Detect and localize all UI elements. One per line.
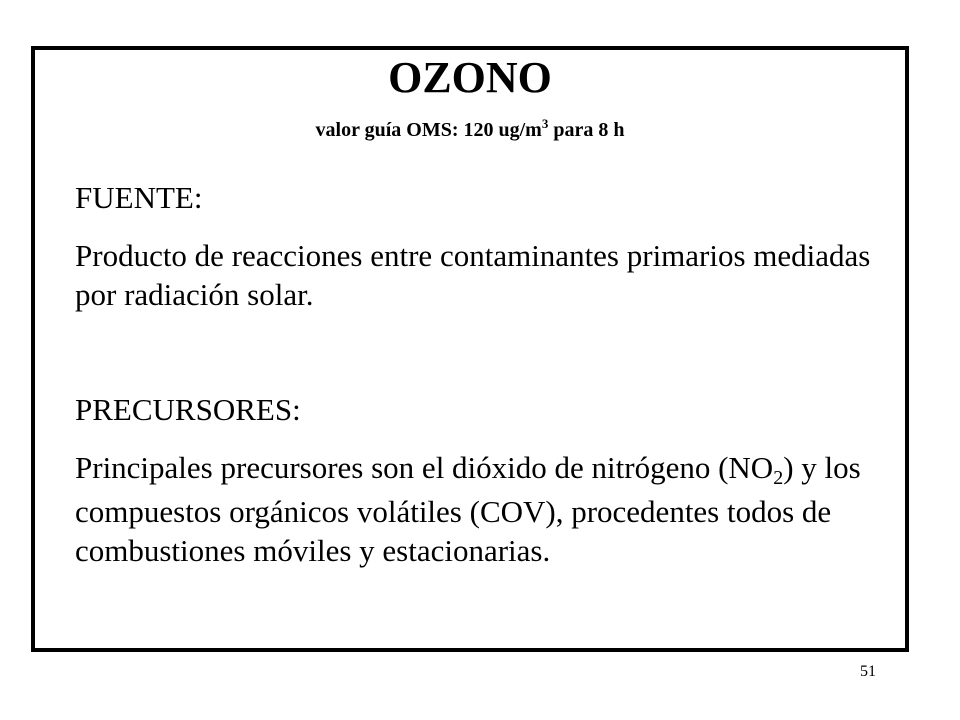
slide-frame (31, 46, 909, 652)
subtitle-suffix: para 8 h (548, 119, 625, 141)
precursores-heading: PRECURSORES: (75, 392, 301, 427)
slide-subtitle (35, 118, 905, 142)
no2-subscript: 2 (773, 467, 784, 489)
precursores-text-start: Principales precursores son el dióxido de nitrógeno (NO (75, 450, 774, 485)
precursores-text (75, 448, 875, 570)
fuente-text: Producto de reacciones entre contaminantes primarios mediadas por radiación solar. (75, 238, 871, 312)
slide-title: OZONO (388, 53, 552, 102)
subtitle-prefix: valor guía OMS: 120 ug/m (315, 119, 542, 141)
fuente-heading: FUENTE: (75, 180, 203, 215)
precursores-text-end: ) y los compuestos orgánicos volátiles (COV), procedentes todos de combustiones móviles y estacionarias. (75, 450, 861, 568)
subtitle-superscript: 3 (541, 116, 549, 131)
page-number: 51 (860, 663, 876, 680)
